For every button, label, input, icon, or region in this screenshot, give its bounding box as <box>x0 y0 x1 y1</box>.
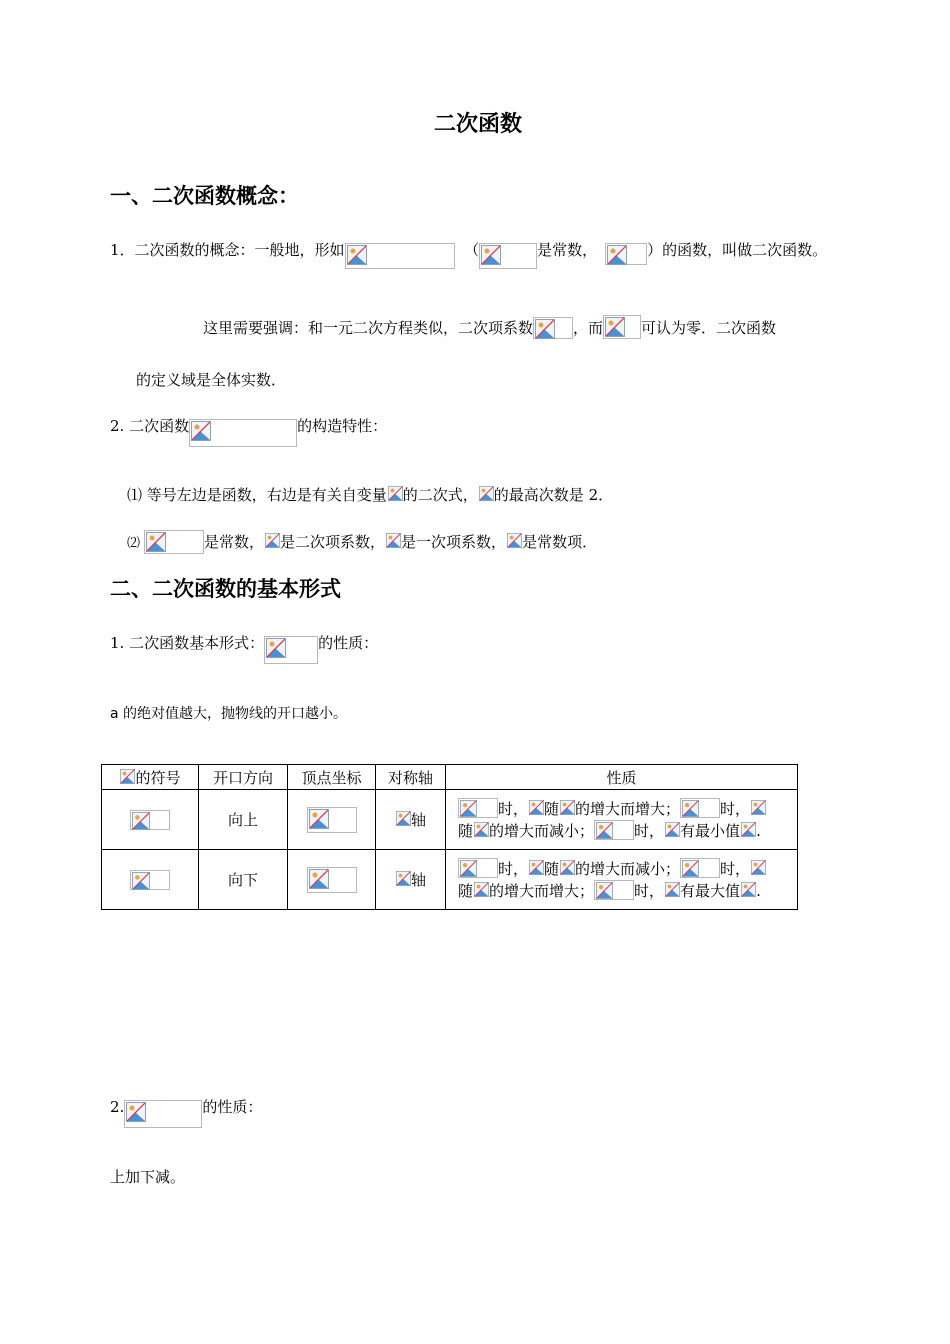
item-text: 1. 二次函数基本形式： <box>110 634 265 652</box>
item-text: 的性质： <box>202 1098 263 1116</box>
section1-sub2 <box>127 530 597 555</box>
broken-image-icon <box>474 882 489 897</box>
prop-text: 随 <box>458 881 474 900</box>
item-text: 2. 二次函数 <box>110 417 190 435</box>
prop-text: 有最小值 <box>680 821 741 840</box>
formula-image <box>680 858 720 878</box>
axis-label: 轴 <box>410 871 426 889</box>
prop-text: 的增大而减小； <box>489 821 595 840</box>
formula-image <box>307 867 357 893</box>
properties-cell <box>446 850 798 910</box>
note-text: 可认为零．二次函数 <box>641 319 777 337</box>
formula-image <box>594 880 634 900</box>
prop-text: 的增大而减小； <box>575 859 681 878</box>
direction-cell: 向下 <box>199 850 288 910</box>
formula-image <box>130 810 170 830</box>
header-direction: 开口方向 <box>199 765 288 790</box>
sign-cell <box>102 850 199 910</box>
section2-item1 <box>110 632 378 664</box>
header-sign <box>102 765 199 790</box>
broken-image-icon <box>529 800 544 815</box>
table-row <box>102 850 798 910</box>
section2-remark: a 的绝对值越大，抛物线的开口越小。 <box>110 706 348 722</box>
formula-image <box>264 636 318 664</box>
formula-image <box>144 530 204 554</box>
broken-image-icon <box>682 800 699 817</box>
sub-text: 是一次项系数， <box>401 533 507 551</box>
formula-image <box>680 798 720 818</box>
section1-note-cont: 的定义域是全体实数． <box>136 371 287 389</box>
broken-image-icon <box>309 809 329 829</box>
item-text: （ <box>464 241 480 259</box>
properties-table <box>101 764 798 910</box>
vertex-cell <box>288 790 376 850</box>
section1-item2 <box>110 415 387 447</box>
broken-image-icon <box>535 319 555 339</box>
formula-image <box>478 485 494 503</box>
broken-image-icon <box>481 245 501 265</box>
broken-image-icon <box>396 871 411 886</box>
formula-image <box>750 859 766 877</box>
header-label: 的符号 <box>135 768 181 787</box>
prop-text: 的增大而增大； <box>489 881 595 900</box>
header-vertex: 顶点坐标 <box>288 765 376 790</box>
section1-note <box>203 315 776 339</box>
prop-text: . <box>756 821 761 840</box>
broken-image-icon <box>388 486 403 501</box>
broken-image-icon <box>607 245 627 265</box>
formula-image <box>130 870 170 890</box>
item-number: 1． <box>110 241 135 259</box>
prop-text: 时， <box>720 859 751 878</box>
sign-cell <box>102 790 199 850</box>
item-text: 是常数， <box>537 241 598 259</box>
broken-image-icon <box>460 800 477 817</box>
header-properties: 性质 <box>446 765 798 790</box>
formula-image <box>740 821 756 839</box>
broken-image-icon <box>741 822 756 837</box>
broken-image-icon <box>132 812 150 830</box>
item-text: ）的函数，叫做二次函数。 <box>647 241 828 259</box>
section2-footer: 上加下减。 <box>110 1168 186 1186</box>
prop-text: 时， <box>720 799 751 818</box>
prop-text: 时， <box>498 799 529 818</box>
broken-image-icon <box>474 822 489 837</box>
prop-text: 随 <box>544 799 560 818</box>
properties-cell <box>446 790 798 850</box>
broken-image-icon <box>146 532 166 552</box>
formula-image <box>385 532 401 550</box>
section1-item1 <box>110 239 827 269</box>
broken-image-icon <box>507 533 522 548</box>
broken-image-icon <box>605 317 625 337</box>
broken-image-icon <box>751 860 766 875</box>
section1-heading: 一、二次函数概念： <box>110 184 299 208</box>
sub-text: 是二次项系数， <box>280 533 386 551</box>
broken-image-icon <box>665 882 680 897</box>
formula-image <box>387 485 403 503</box>
prop-text: 时， <box>634 821 665 840</box>
prop-text: 随 <box>544 859 560 878</box>
formula-image <box>533 317 573 339</box>
formula-image <box>605 243 647 265</box>
section2-item2 <box>110 1096 262 1128</box>
broken-image-icon <box>596 882 613 899</box>
prop-text: 随 <box>458 821 474 840</box>
formula-image <box>528 859 544 877</box>
broken-image-icon <box>309 869 329 889</box>
broken-image-icon <box>396 811 411 826</box>
formula-image <box>559 859 575 877</box>
page-title: 二次函数 <box>434 112 523 137</box>
axis-cell <box>376 790 446 850</box>
formula-image <box>124 1100 202 1128</box>
broken-image-icon <box>596 822 613 839</box>
section1-sub1 <box>127 484 613 506</box>
item-text: 二次函数的概念：一般地，形如 <box>134 241 345 259</box>
table-row <box>102 790 798 850</box>
axis-label: 轴 <box>410 811 426 829</box>
formula-image <box>345 243 455 269</box>
formula-image <box>473 821 489 839</box>
sub-label: ⑵ <box>127 536 141 551</box>
broken-image-icon <box>191 421 211 441</box>
formula-image <box>189 419 297 447</box>
formula-image <box>594 820 634 840</box>
broken-image-icon <box>560 860 575 875</box>
formula-image <box>458 858 498 878</box>
formula-image <box>528 799 544 817</box>
broken-image-icon <box>479 486 494 501</box>
formula-image <box>458 798 498 818</box>
prop-text: 有最大值 <box>680 881 741 900</box>
formula-image <box>119 768 135 786</box>
broken-image-icon <box>265 533 280 548</box>
broken-image-icon <box>386 533 401 548</box>
formula-image <box>473 881 489 899</box>
broken-image-icon <box>751 800 766 815</box>
formula-image <box>559 799 575 817</box>
formula-image <box>264 532 280 550</box>
broken-image-icon <box>560 800 575 815</box>
item-text: 的构造特性： <box>297 417 388 435</box>
broken-image-icon <box>529 860 544 875</box>
axis-cell <box>376 850 446 910</box>
item-text: 的性质： <box>318 634 379 652</box>
formula-image <box>664 881 680 899</box>
sub-text: ⑴ 等号左边是函数，右边是有关自变量 <box>127 486 387 504</box>
formula-image <box>750 799 766 817</box>
prop-text: 的增大而增大； <box>575 799 681 818</box>
broken-image-icon <box>266 638 286 658</box>
broken-image-icon <box>682 860 699 877</box>
prop-text: . <box>756 881 761 900</box>
sub-text: 是常数项． <box>522 533 598 551</box>
header-axis: 对称轴 <box>376 765 446 790</box>
prop-text: 时， <box>498 859 529 878</box>
section2-heading: 二、二次函数的基本形式 <box>110 577 341 601</box>
broken-image-icon <box>741 882 756 897</box>
broken-image-icon <box>132 872 150 890</box>
note-text: ，而 <box>573 319 604 337</box>
formula-image <box>740 881 756 899</box>
note-text: 这里需要强调：和一元二次方程类似，二次项系数 <box>203 319 534 337</box>
sub-text: 的最高次数是 2． <box>493 486 614 504</box>
vertex-cell <box>288 850 376 910</box>
broken-image-icon <box>665 822 680 837</box>
broken-image-icon <box>120 769 135 784</box>
sub-text: 的二次式， <box>402 486 478 504</box>
formula-image <box>395 810 411 828</box>
formula-image <box>479 243 537 269</box>
prop-text: 时， <box>634 881 665 900</box>
formula-image <box>307 807 357 833</box>
formula-image <box>603 315 641 339</box>
formula-image <box>395 870 411 888</box>
sub-text: 是常数， <box>204 533 265 551</box>
broken-image-icon <box>460 860 477 877</box>
direction-cell: 向上 <box>199 790 288 850</box>
table-header-row <box>102 765 798 790</box>
broken-image-icon <box>347 245 367 265</box>
formula-image <box>506 532 522 550</box>
formula-image <box>664 821 680 839</box>
item-text: 2. <box>110 1098 125 1116</box>
broken-image-icon <box>126 1102 146 1122</box>
